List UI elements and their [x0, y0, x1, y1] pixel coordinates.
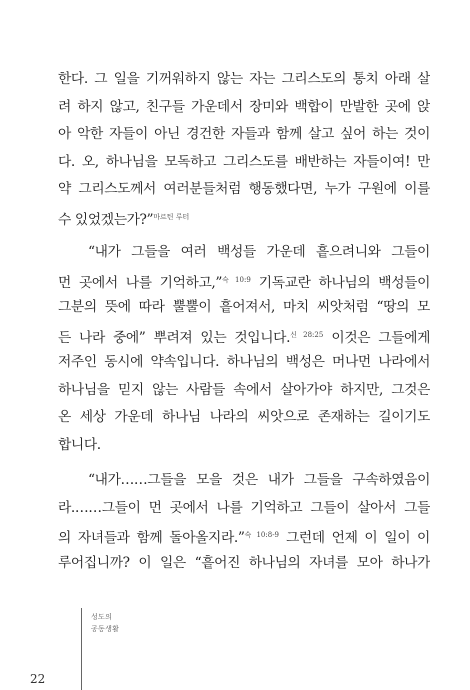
text-line: 약 그리스도께서 여러분들처럼 행동했다면, 누가 구원에 이를 [58, 181, 430, 197]
page-number: 22 [30, 672, 46, 686]
text-line: 하나님을 믿지 않는 사람들 속에서 살아가야 하지만, 그것은 [58, 381, 430, 398]
section-title: 성도의 공동생활 [91, 613, 120, 633]
page-footer [20, 560, 450, 690]
quote-text: 수 있었겠는가?” [58, 211, 154, 228]
text-line [58, 204, 430, 232]
text-line: 려 하지 않고, 친구들 가운데서 장미와 백합이 만발한 곳에 앉 [58, 98, 430, 115]
text-line: 루어집니까? 이 일은 “흩어진 하나님의 자녀를 모아 하나가 [58, 554, 430, 571]
body-text [58, 66, 430, 577]
text-line: 저주인 동시에 약속입니다. 하나님의 백성은 머나먼 나라에서 [58, 354, 430, 370]
quote-source: 마르틴 루터 [153, 212, 190, 221]
scripture-ref: 신 28:25 [290, 330, 324, 339]
text-line: 온 세상 가운데 하나님 나라의 씨앗으로 존재하는 길이기도 [58, 409, 430, 425]
scripture-ref: 슥 10:9 [222, 275, 251, 284]
text-line: 라.……그들이 먼 곳에서 나를 기억하고 그들이 살아서 그들 [58, 499, 430, 516]
footer-divider [81, 608, 82, 690]
text-line: 그분의 뜻에 따라 뿔뿔이 흩어져서, 마치 씨앗처럼 “땅의 모 [58, 299, 430, 315]
text-line: 합니다. [58, 436, 101, 453]
text-line: “내가 그들을 여러 백성들 가운데 흩으려니와 그들이 [88, 244, 430, 260]
text-line: 아 악한 자들이 아닌 경건한 자들과 함께 살고 싶어 하는 것이 [58, 126, 430, 142]
text-line: 든 나라 중에” 뿌려져 있는 것입니다.$^{신 28:25}$ 이것은 그들에게 [58, 329, 430, 346]
text-line: “내가……그들을 모을 것은 내가 그들을 구속하였음이 [88, 472, 430, 488]
text-line: 한다. 그 일을 기꺼워하지 않는 자는 그리스도의 통치 아래 살 [58, 71, 430, 87]
scripture-ref: 슥 10:8-9 [244, 531, 280, 539]
text-line: 의 자녀들과 함께 돌아올지라.”$^{슥 10:8-9}$ 그런데 언제 이 일이 이 [58, 530, 430, 546]
text-line: 먼 곳에서 나를 기억하고,”$^{슥 10:9}$ 기독교란 하나님의 백성들이 [58, 274, 430, 291]
text-line: 다. 오, 하나님을 모독하고 그리스도를 배반하는 자들이여! 만 [58, 153, 430, 170]
